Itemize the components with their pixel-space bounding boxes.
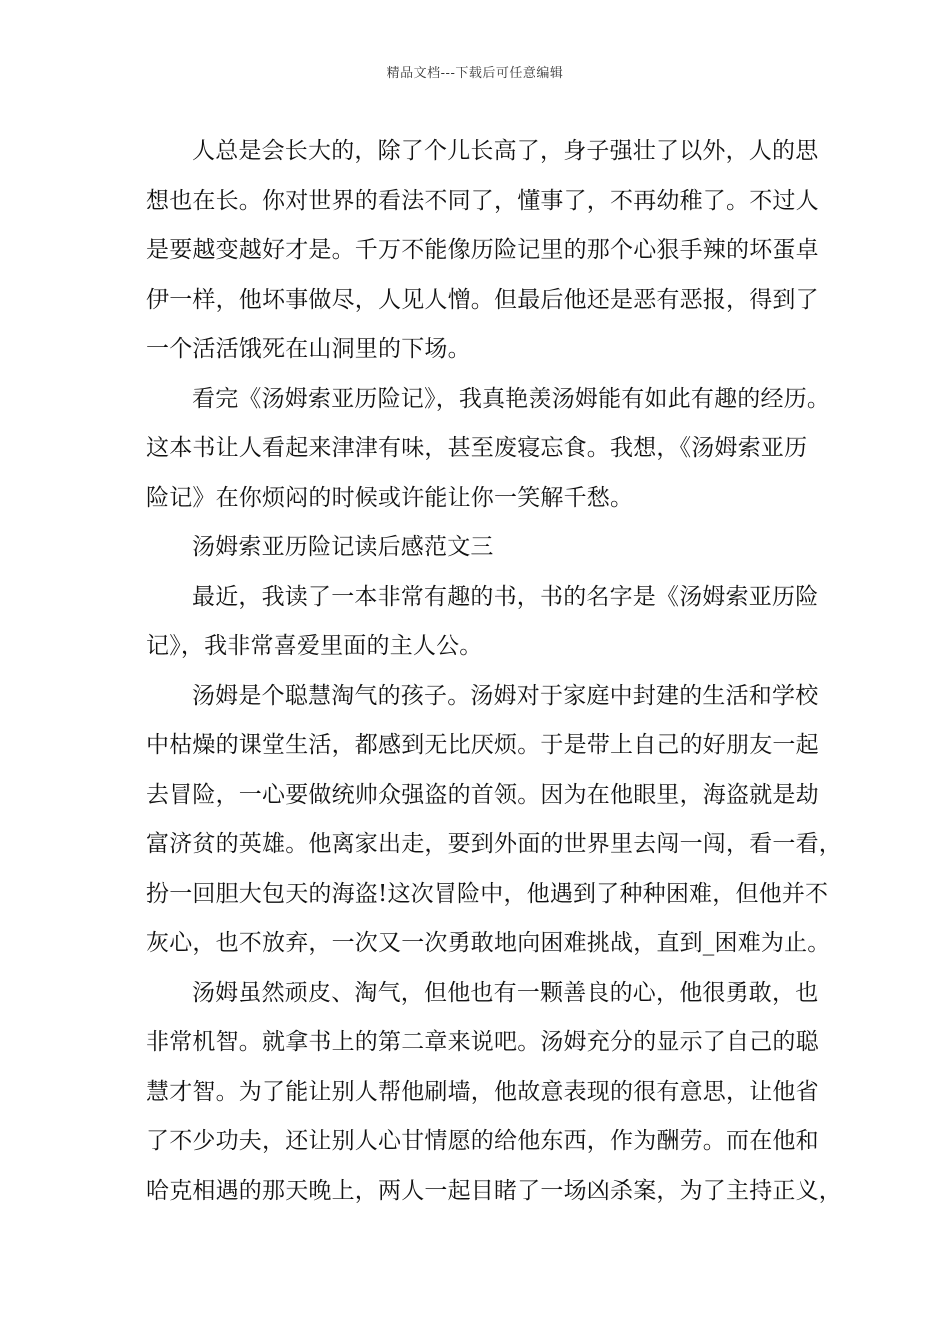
text-line: 伊一样，他坏事做尽，人见人憎。但最后他还是恶有恶报，得到了 [146,286,819,313]
text-line: 非常机智。就拿书上的第二章来说吧。汤姆充分的显示了自己的聪 [146,1029,819,1055]
text-line: 是要越变越好才是。千万不能像历险记里的那个心狠手辣的坏蛋卓 [146,237,819,263]
text-line: 想也在长。你对世界的看法不同了，懂事了，不再幼稚了。不过人 [146,187,819,214]
text-line: 记》，我非常喜爱里面的主人公。 [146,633,483,659]
text-line: 慧才智。为了能让别人帮他刷墙，他故意表现的很有意思，让他省 [146,1078,819,1105]
text-line: 中枯燥的课堂生活，都感到无比厌烦。于是带上自己的好朋友一起 [146,732,819,758]
text-line: 汤姆是个聪慧淘气的孩子。汤姆对于家庭中封建的生活和学校 [192,682,819,709]
text-line: 最近，我读了一本非常有趣的书，书的名字是《汤姆索亚历险 [192,583,819,610]
text-line: 了不少功夫，还让别人心甘情愿的给他东西，作为酬劳。而在他和 [146,1128,819,1154]
text-line: 看完《汤姆索亚历险记》，我真艳羡汤姆能有如此有趣的经历。 [192,385,831,412]
section-heading: 汤姆索亚历险记读后感范文三 [192,534,494,560]
text-line: 这本书让人看起来津津有味，甚至废寝忘食。我想，《汤姆索亚历 [146,435,808,461]
text-line: 险记》在你烦闷的时候或许能让你一笑解千愁。 [146,484,634,511]
text-line: 扮一回胆大包天的海盗!这次冒险中，他遇到了种种困难，但他并不 [146,880,829,907]
text-line: 灰心，也不放弃，一次又一次勇敢地向困难挑战，直到_困难为止。 [146,930,831,956]
text-line: 哈克相遇的那天晚上，两人一起目睹了一场凶杀案，为了主持正义， [146,1177,842,1204]
text-line: 汤姆虽然顽皮、淘气，但他也有一颗善良的心，他很勇敢，也 [192,979,819,1006]
text-line: 人总是会长大的，除了个儿长高了，身子强壮了以外，人的思 [192,138,819,164]
document-body [146,127,842,1216]
text-line: 一个活活饿死在山洞里的下场。 [146,336,471,362]
page-header: 精品文档---下载后可任意编辑 [386,66,564,81]
text-line: 富济贫的英雄。他离家出走，要到外面的世界里去闯一闯，看一看， [146,831,842,857]
text-line: 去冒险，一心要做统帅众强盗的首领。因为在他眼里，海盗就是劫 [146,781,819,808]
